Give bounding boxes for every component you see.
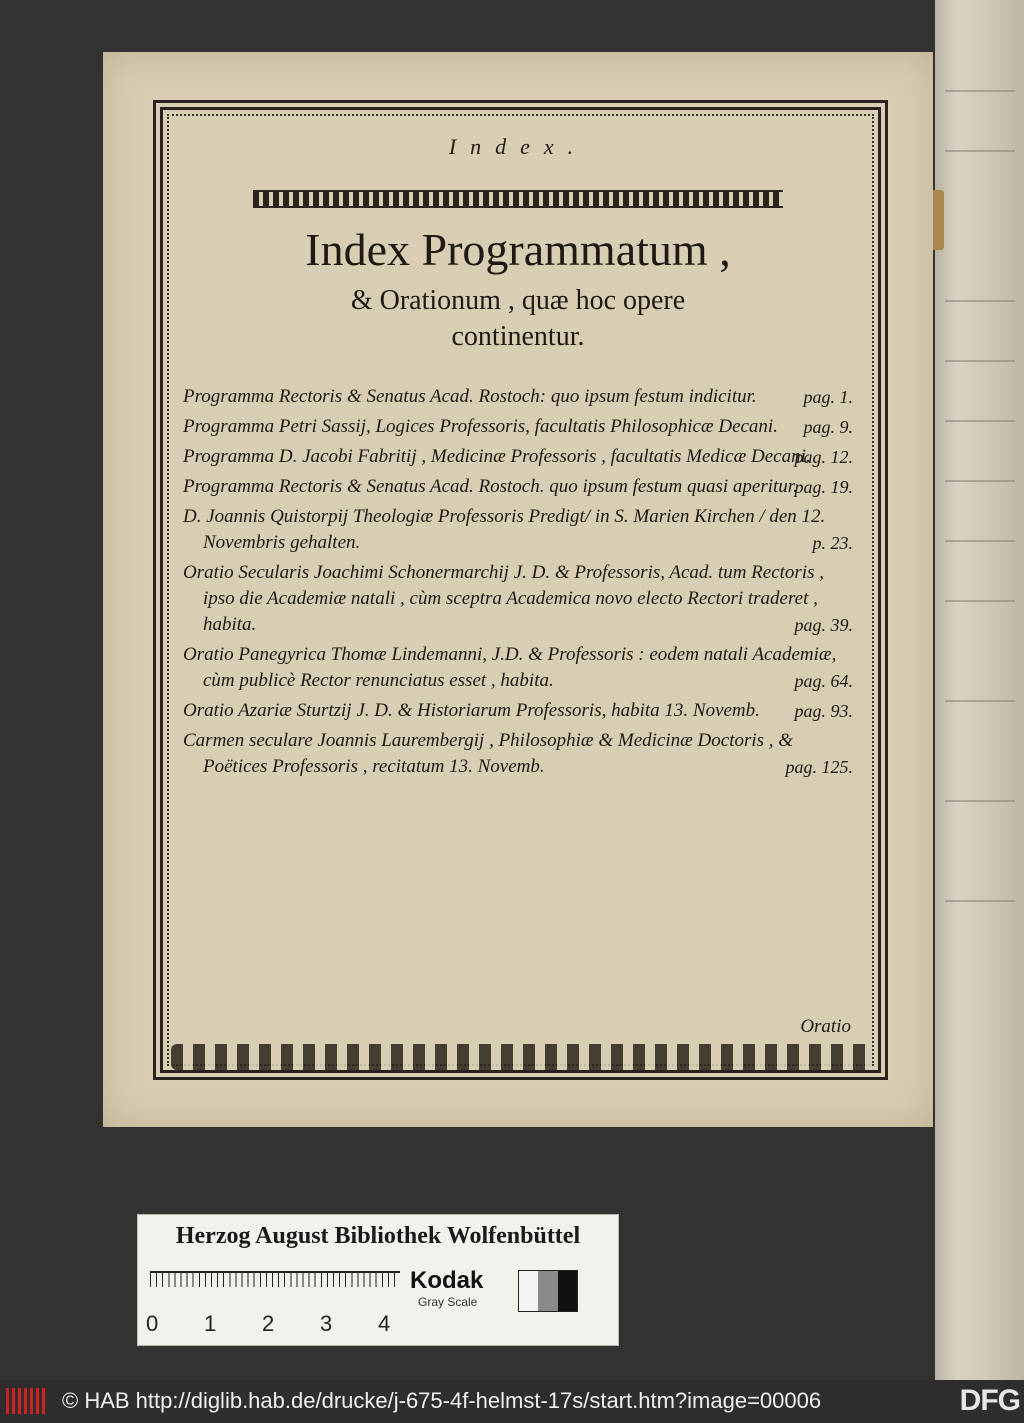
ruler-number: 2 xyxy=(262,1311,275,1336)
dfg-logo: DFG xyxy=(959,1384,1020,1417)
index-entry xyxy=(183,474,853,500)
entry-text: Programma Petri Sassij, Logices Professoris, facultatis Philosophicæ Decani. xyxy=(183,416,778,437)
entry-page: pag. 19. xyxy=(794,477,853,497)
gray-patch xyxy=(519,1271,538,1311)
head-ornament xyxy=(253,190,783,208)
entry-page: pag. 39. xyxy=(794,615,853,635)
subtitle-line-1: & Orationum , quæ hoc opere xyxy=(350,285,686,316)
entry-page: pag. 1. xyxy=(803,387,853,407)
gray-patch xyxy=(538,1271,557,1311)
bottom-ornament xyxy=(171,1044,871,1070)
index-entry xyxy=(183,444,853,470)
index-entry xyxy=(183,414,853,440)
entry-page: pag. 125. xyxy=(785,757,853,777)
entry-text: Carmen seculare Joannis Laurembergij , Philosophiæ & Medicinæ Doctoris , & Poëtices Professoris , recitatum 13. Novemb. xyxy=(183,730,794,777)
entry-text: Oratio Azariæ Sturtzij J. D. & Historiarum Professoris, habita 13. Novemb. xyxy=(183,700,760,721)
entry-page: pag. 64. xyxy=(794,671,853,691)
catchword: Oratio xyxy=(800,1016,851,1037)
index-entries xyxy=(183,384,853,784)
gray-patch xyxy=(558,1271,577,1311)
index-entry xyxy=(183,504,853,556)
adjacent-page xyxy=(935,0,1024,1380)
entry-text: D. Joannis Quistorpij Theologiæ Professoris Predigt/ in S. Marien Kirchen / den 12. Novembris gehalten. xyxy=(183,506,826,553)
gray-scale-patches xyxy=(518,1270,578,1312)
index-entry xyxy=(183,698,853,724)
index-entry xyxy=(183,642,853,694)
library-name: Herzog August Bibliothek Wolfenbüttel xyxy=(175,1223,581,1249)
entry-page: pag. 12. xyxy=(794,447,853,467)
entry-text: Programma Rectoris & Senatus Acad. Rostoch. quo ipsum festum quasi aperitur. xyxy=(183,476,798,497)
gray-scale-caption: Gray Scale xyxy=(418,1295,478,1309)
ruler-number: 0 xyxy=(146,1311,159,1336)
barcode-icon xyxy=(6,1388,46,1414)
book-page xyxy=(103,52,933,1127)
subtitle-line-2: continentur. xyxy=(451,321,585,352)
copyright-url[interactable]: © HAB http://diglib.hab.de/drucke/j-675-4f-helmst-17s/start.htm?image=00006 xyxy=(62,1388,822,1413)
page-title: Index Programmatum , xyxy=(305,224,731,275)
footer-bar xyxy=(0,1380,1024,1423)
ruler-number: 3 xyxy=(320,1311,333,1336)
entry-text: Programma D. Jacobi Fabritij , Medicinæ Professoris , facultatis Medicæ Decani. xyxy=(183,446,811,467)
index-entry xyxy=(183,384,853,410)
entry-page: pag. 93. xyxy=(794,701,853,721)
entry-text: Oratio Panegyrica Thomæ Lindemanni, J.D. & Professoris : eodem natali Academiæ, cùm publicè Rector renunciatus esset , habita. xyxy=(183,644,837,691)
entry-text: Oratio Secularis Joachimi Schonermarchij J. D. & Professoris, Acad. tum Rectoris , ipso die Academiæ natali , cùm sceptra Academica novo electo Rectori traderet , habita. xyxy=(183,562,824,635)
entry-page: p. 23. xyxy=(812,533,853,553)
ruler-number: 1 xyxy=(204,1311,217,1336)
running-head: Index. xyxy=(448,134,588,159)
entry-page: pag. 9. xyxy=(803,417,853,437)
entry-text: Programma Rectoris & Senatus Acad. Rostoch: quo ipsum festum indicitur. xyxy=(183,386,757,407)
library-scale-label xyxy=(137,1214,619,1346)
index-entry xyxy=(183,560,853,638)
kodak-logo: Kodak xyxy=(410,1267,484,1294)
ruler-scale xyxy=(150,1271,400,1309)
ruler-number: 4 xyxy=(378,1311,391,1336)
index-entry xyxy=(183,728,853,780)
